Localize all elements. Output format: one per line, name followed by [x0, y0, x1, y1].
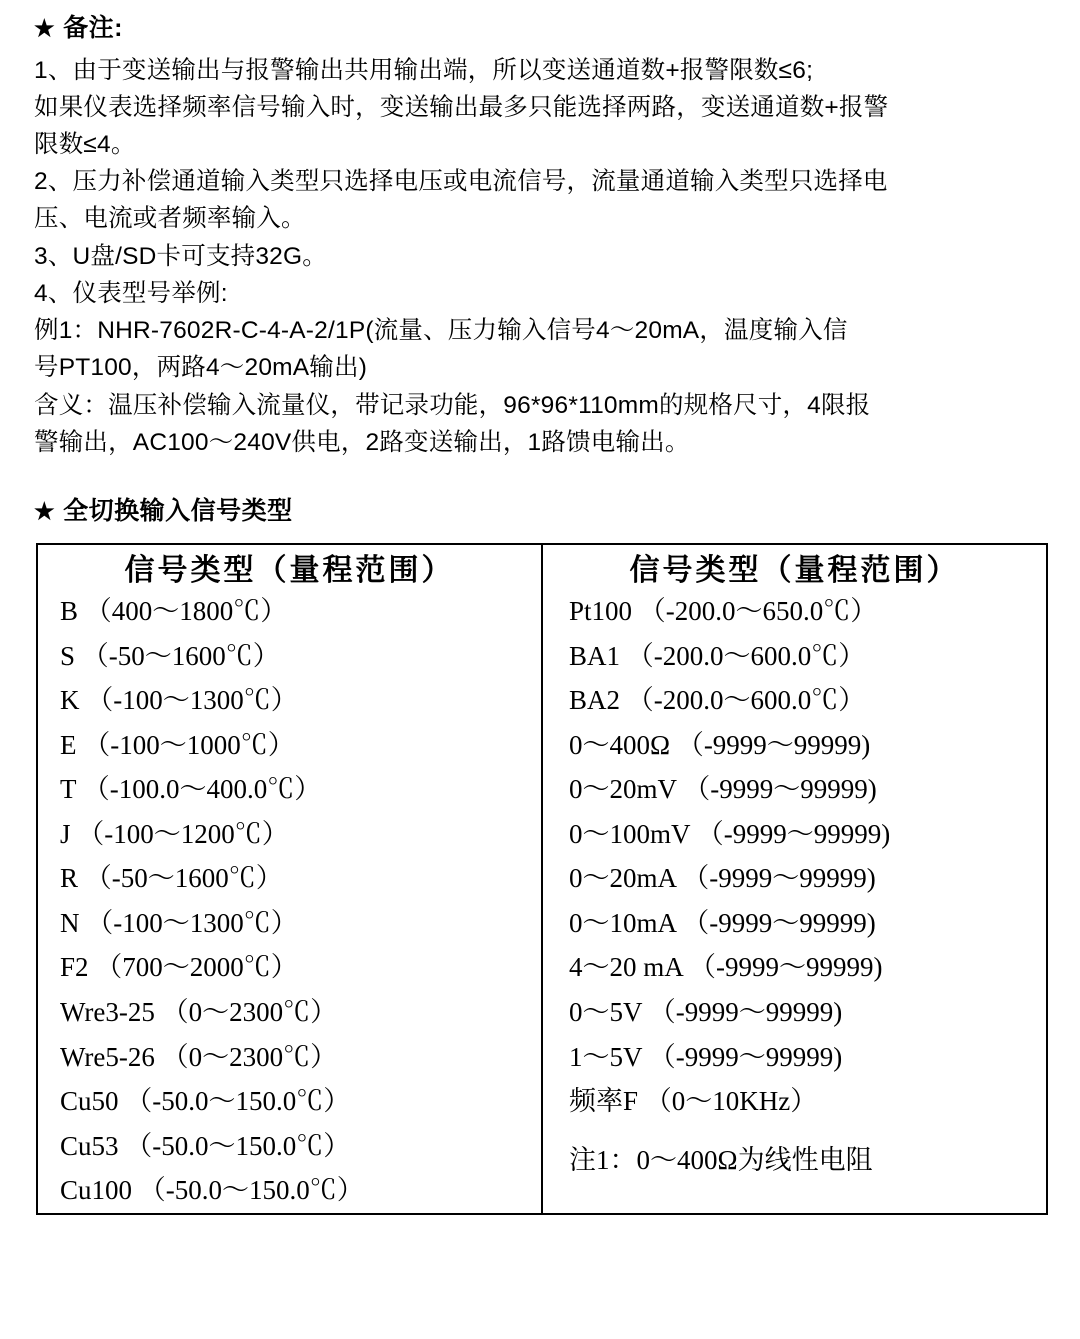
list-item: E （-100～1000℃）	[60, 729, 295, 760]
note-line: 1、由于变送输出与报警输出共用输出端，所以变送通道数+报警限数≤6;	[34, 56, 814, 84]
note-line: 如果仪表选择频率信号输入时，变送输出最多只能选择两路，变送通道数+报警	[34, 93, 889, 121]
list-item: 0～400Ω （-9999～99999)	[569, 729, 871, 760]
list-item: 1～5V （-9999～99999)	[569, 1041, 843, 1072]
list-item: Wre5-26 （0～2300℃）	[60, 1041, 338, 1072]
star-icon: ★	[34, 15, 56, 41]
list-item: J （-100～1200℃）	[60, 818, 289, 849]
left-signal-list	[38, 589, 541, 1213]
column-header-left: 信号类型（量程范围）	[37, 544, 542, 589]
note-line: 压、电流或者频率输入。	[34, 205, 306, 233]
list-item: B （400～1800℃）	[60, 596, 288, 627]
list-item: S （-50～1600℃）	[60, 640, 280, 671]
list-item: BA2 （-200.0～600.0℃）	[569, 685, 866, 716]
star-icon: ★	[34, 498, 56, 525]
list-item: BA1 （-200.0～600.0℃）	[569, 640, 866, 671]
list-item: 0～20mV （-9999～99999)	[569, 774, 877, 805]
table-body-row	[37, 589, 1047, 1214]
list-item: N （-100～1300℃）	[60, 907, 298, 938]
list-item-spacer	[543, 1124, 1046, 1138]
signal-type-table	[36, 543, 1048, 1215]
note-line: 号PT100，两路4～20mA输出)	[34, 354, 368, 382]
list-item: Pt100 （-200.0～650.0℃）	[569, 596, 878, 627]
list-item: Cu50 （-50.0～150.0℃）	[60, 1086, 351, 1117]
list-item: R （-50～1600℃）	[60, 863, 283, 894]
table-header-row	[37, 544, 1047, 589]
list-item: 0～5V （-9999～99999)	[569, 997, 843, 1027]
list-item: 4～20 mA （-9999～99999)	[569, 952, 883, 983]
list-item: Wre3-25 （0～2300℃）	[60, 997, 338, 1027]
list-item: Cu53 （-50.0～150.0℃）	[60, 1130, 351, 1161]
right-signal-list-cell	[542, 589, 1047, 1214]
notes-heading-label: 备注:	[63, 14, 123, 42]
note-line: 例1：NHR-7602R-C-4-A-2/1P(流量、压力输入信号4～20mA，温度输入信	[34, 317, 848, 345]
list-item: 0～10mA （-9999～99999)	[569, 907, 876, 938]
list-item: F2 （700～2000℃）	[60, 952, 298, 983]
note-line: 含义：温压补偿输入流量仪，带记录功能，96*96*110mm的规格尺寸，4限报	[34, 391, 871, 419]
right-signal-list	[543, 589, 1046, 1182]
note-line: 限数≤4。	[34, 130, 136, 158]
list-item: 频率F （0～10KHz）	[569, 1086, 818, 1117]
list-item: 0～20mA （-9999～99999)	[569, 863, 876, 894]
column-header-right: 信号类型（量程范围）	[629, 554, 960, 588]
list-item: T （-100.0～400.0℃）	[60, 774, 322, 805]
signal-section-heading	[34, 491, 1052, 527]
list-item: Cu100 （-50.0～150.0℃）	[60, 1175, 364, 1206]
note-line: 2、压力补偿通道输入类型只选择电压或电流信号，流量通道输入类型只选择电	[34, 168, 888, 196]
note-line: 3、U盘/SD卡可支持32G。	[34, 242, 327, 270]
note-line: 4、仪表型号举例:	[34, 279, 228, 307]
notes-heading	[34, 10, 1052, 48]
left-signal-list-cell	[37, 589, 542, 1214]
list-item: K （-100～1300℃）	[60, 685, 298, 716]
list-item: 0～100mV （-9999～99999)	[569, 818, 891, 849]
notes-list	[34, 52, 1052, 462]
note-line: 警输出，AC100～240V供电，2路变送输出，1路馈电输出。	[34, 428, 690, 456]
list-item: 注1：0～400Ω为线性电阻	[569, 1144, 873, 1175]
signal-section-heading-label: 全切换输入信号类型	[63, 497, 293, 526]
